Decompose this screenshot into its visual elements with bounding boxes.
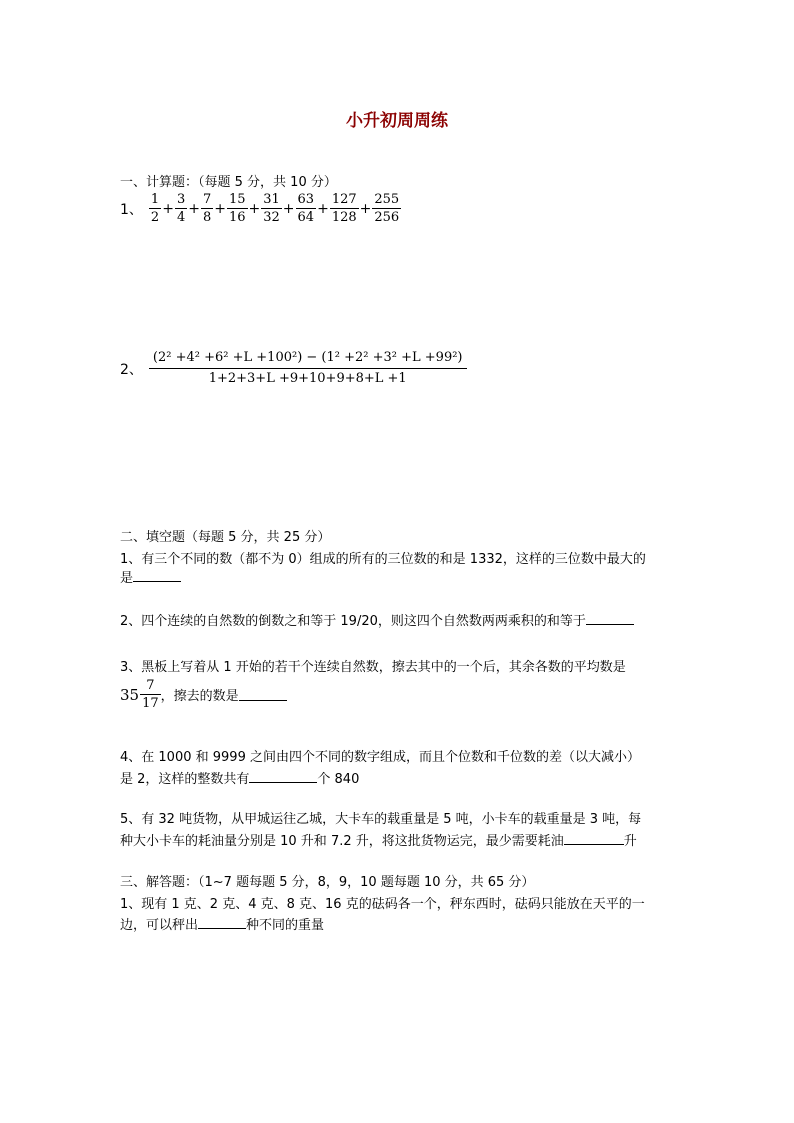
plus-sign: +	[162, 200, 174, 217]
fill-q5-line2	[120, 830, 637, 849]
fraction-numerator: (2² +4² +6² +L +100²) − (1² +2² +3² +L +99²)	[152, 350, 463, 365]
fraction	[372, 191, 401, 226]
answer-blank[interactable]	[239, 688, 287, 701]
answer-blank[interactable]	[564, 832, 624, 845]
question-index: 1、	[120, 201, 143, 218]
fill-q5-text-tail: 升	[623, 834, 637, 849]
fraction-denominator: 8	[202, 210, 212, 225]
fraction-sum	[149, 191, 401, 226]
plus-sign: +	[282, 200, 295, 217]
fill-q3-line1: 3、黑板上写着从 1 开始的若干个连续自然数，擦去其中的一个后，其余各数的平均数是	[120, 660, 626, 675]
solve-q1-text: 边，可以秤出	[120, 918, 199, 933]
fraction-numerator: 127	[331, 192, 357, 207]
fraction-denominator: 2	[150, 210, 160, 225]
fill-q3-text: ，擦去的数是	[160, 689, 239, 704]
section1-header: 一、计算题：（每题 5 分，共 10 分）	[120, 175, 337, 190]
mixed-whole: 35	[120, 685, 140, 704]
fraction-numerator: 7	[202, 192, 212, 207]
plus-sign: +	[317, 200, 329, 217]
fill-q4-text: 是 2，这样的整数共有	[120, 772, 250, 787]
question-index: 2、	[120, 361, 143, 378]
plus-sign: +	[188, 200, 200, 217]
section3-header: 三、解答题：（1~7 题每题 5 分，8，9，10 题每题 10 分，共 65 分）	[120, 875, 535, 890]
fill-q1-line1: 1、有三个不同的数（都不为 0）组成的所有的三位数的和是 1332，这样的三位数中最大的	[120, 552, 646, 567]
calc-question-2	[120, 348, 467, 389]
answer-blank[interactable]	[586, 612, 634, 625]
fraction	[330, 191, 359, 226]
fill-q5-text: 种大小卡车的耗油量分别是 10 升和 7.2 升，将这批货物运完，最少需要耗油	[120, 834, 564, 849]
section2-header: 二、填空题（每题 5 分，共 25 分）	[120, 530, 331, 545]
fill-q1-line2	[120, 567, 181, 586]
fraction	[261, 191, 282, 226]
fraction	[296, 191, 317, 226]
fraction-numerator: 31	[263, 192, 280, 207]
page-title: 小升初周周练	[346, 111, 448, 131]
plus-sign: +	[248, 200, 261, 217]
fraction-denominator: 4	[176, 210, 186, 225]
fraction-numerator: 7	[146, 678, 155, 693]
fill-q2-text: 2、四个连续的自然数的倒数之和等于 19/20，则这四个自然数两两乘积的和等于	[120, 614, 586, 629]
big-fraction	[149, 348, 467, 389]
fraction-numerator: 3	[176, 192, 186, 207]
mixed-fraction	[140, 677, 161, 712]
plus-sign: +	[359, 200, 372, 217]
fraction-denominator: 256	[374, 210, 400, 225]
fraction-denominator: 128	[331, 210, 357, 225]
fill-q1-text: 是	[120, 571, 134, 586]
fraction	[175, 191, 187, 226]
fill-q5-line1: 5、有 32 吨货物，从甲城运往乙城，大卡车的载重量是 5 吨，小卡车的载重量是 3 吨，每	[120, 812, 642, 827]
fill-q3-line2	[120, 677, 287, 712]
fraction-denominator: 16	[228, 210, 246, 225]
answer-blank[interactable]	[133, 569, 181, 582]
mixed-number	[120, 677, 161, 712]
fraction-denominator: 1+2+3+L +9+10+9+8+L +1	[149, 368, 467, 389]
fill-q4-line1: 4、在 1000 和 9999 之间由四个不同的数字组成，而且个位数和千位数的差（以大减小）	[120, 750, 640, 765]
fill-q4-line2	[120, 768, 359, 787]
fraction-numerator: 1	[150, 192, 160, 207]
solve-q1-line1: 1、现有 1 克、2 克、4 克、8 克、16 克的砝码各一个，秤东西时，砝码只能放在天平的一	[120, 897, 645, 912]
solve-q1-text-tail: 种不同的重量	[246, 918, 325, 933]
fraction-denominator: 32	[263, 210, 280, 225]
calc-question-1	[120, 191, 401, 226]
solve-q1-line2	[120, 914, 324, 933]
fraction-numerator: 255	[374, 192, 400, 207]
fraction-denominator: 64	[297, 210, 315, 225]
fraction-numerator: 63	[297, 192, 315, 207]
fill-q2	[120, 610, 634, 629]
plus-sign: +	[214, 200, 226, 217]
answer-blank[interactable]	[198, 916, 246, 929]
fill-q4-text-tail: 个 840	[317, 772, 360, 787]
fraction-denominator: 17	[142, 696, 159, 711]
answer-blank[interactable]	[249, 770, 317, 783]
fraction	[149, 191, 161, 226]
fraction-numerator: 15	[228, 192, 246, 207]
fraction	[227, 191, 248, 226]
fraction	[201, 191, 213, 226]
